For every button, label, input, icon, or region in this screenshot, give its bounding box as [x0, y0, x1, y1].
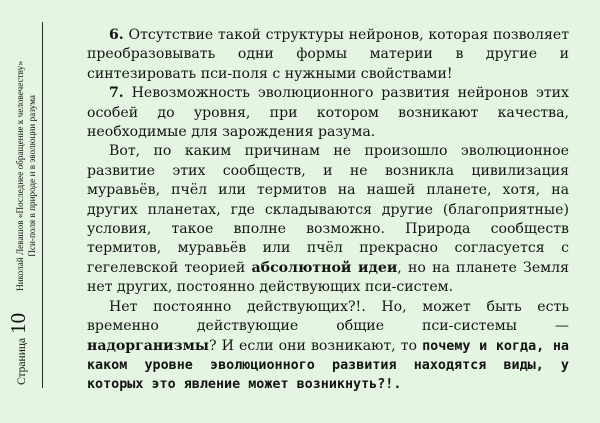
- sidebar-text-block: [2, 25, 40, 385]
- page-sidebar: [0, 0, 46, 423]
- paragraph-9: [87, 298, 569, 395]
- paragraph-7: [87, 84, 569, 142]
- paragraph-6-number: 6.: [109, 27, 124, 43]
- paragraph-9-emphasis-2: почему и когда, на каком уровне эволюционного развития находятся виды, у которых это явление может возникнуть?!.: [87, 338, 569, 393]
- book-title: Николай Левашов «Последнее обращение к человечеству»: [15, 60, 25, 291]
- paragraph-7-number: 7.: [109, 85, 124, 102]
- paragraph-8-emphasis: абсолютной идеи: [251, 259, 398, 276]
- page-label: Страница: [16, 337, 28, 385]
- paragraph-6-text: Отсутствие такой структуры нейронов, которая позволяет преобразовывать одни формы материи в другие и синтезировать пси-поля с нужными свойствами!: [87, 27, 569, 82]
- paragraph-9-text-b: ? И если они возникают, то: [209, 337, 423, 354]
- paragraph-8-text-a: Вот, по каким причинам не произошло эволюционное развитие этих сообществ, и не возникла цивилизация муравьёв, пчёл или термитов на нашей планете, хотя, на других планетах, где складываются другие (благоприятные) условия, такое вполне возможно. Природа сообществ термитов, муравьёв или пчёл прекрасно согласуется с гегелевской теорией: [87, 143, 569, 276]
- paragraph-6: [87, 26, 569, 84]
- page-number: 10: [6, 312, 30, 334]
- sidebar-divider: [42, 22, 43, 388]
- paragraph-9-text-a: Нет постоянно действующих?!. Но, может быть есть временно действующие общие пси-системы —: [87, 298, 569, 335]
- chapter-title: Пси-поля в природе и в эволюции разума: [27, 95, 37, 257]
- paragraph-8-text-b: , но на планете Земля нет других, постоянно действующих пси-систем.: [87, 259, 569, 296]
- paragraph-8: [87, 142, 569, 297]
- paragraph-7-text: Невозможность эволюционного развития нейронов этих особей до уровня, при котором возникают качества, необходимые для зарождения разума.: [87, 85, 569, 141]
- page-body: [87, 26, 569, 395]
- paragraph-9-emphasis-1: надорганизмы: [87, 337, 209, 354]
- book-meta: [14, 61, 38, 291]
